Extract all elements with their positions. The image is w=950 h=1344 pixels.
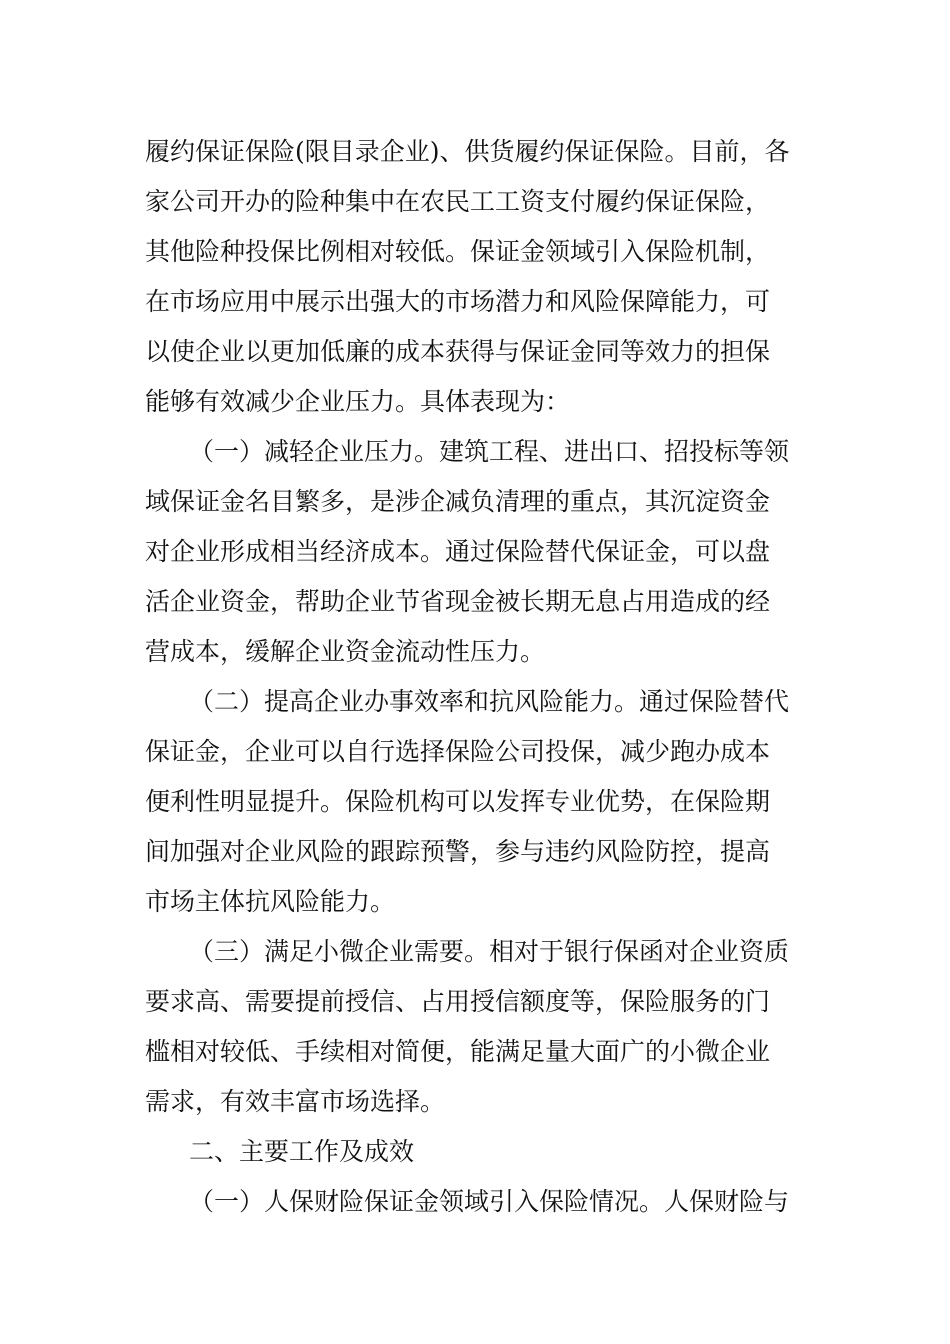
text-line: 履约保证保险(限目录企业)、供货履约保证保险。目前，各 — [145, 137, 790, 166]
section-heading: 二、主要工作及成效 — [189, 1137, 415, 1166]
text-line: 市场主体抗风险能力。 — [145, 887, 396, 916]
text-line: 对企业形成相当经济成本。通过保险替代保证金，可以盘 — [145, 537, 771, 566]
text-line: 便利性明显提升。保险机构可以发挥专业优势，在保险期 — [145, 787, 771, 816]
text-line: 其他险种投保比例相对较低。保证金领域引入保险机制， — [145, 237, 771, 266]
text-line: 保证金，企业可以自行选择保险公司投保，减少跑办成本 — [145, 737, 771, 766]
text-line: 活企业资金，帮助企业节省现金被长期无息占用造成的经 — [145, 587, 771, 616]
text-line: 槛相对较低、手续相对简便，能满足量大面广的小微企业 — [145, 1037, 771, 1066]
text-line: 以使企业以更加低廉的成本获得与保证金同等效力的担保 — [145, 337, 771, 366]
text-line: 间加强对企业风险的跟踪预警，参与违约风险防控，提高 — [145, 837, 771, 866]
text-line: 家公司开办的险种集中在农民工工资支付履约保证保险， — [145, 187, 771, 216]
text-line: 营成本，缓解企业资金流动性压力。 — [145, 637, 546, 666]
paragraph-first-line: （二）提高企业办事效率和抗风险能力。通过保险替代 — [189, 687, 790, 716]
text-line: 在市场应用中展示出强大的市场潜力和风险保障能力，可 — [145, 287, 771, 316]
text-line: 需求，有效丰富市场选择。 — [145, 1087, 446, 1116]
text-line: 能够有效减少企业压力。具体表现为： — [145, 387, 571, 416]
text-line: 要求高、需要提前授信、占用授信额度等，保险服务的门 — [145, 987, 771, 1016]
text-line: 域保证金名目繁多，是涉企减负清理的重点，其沉淀资金 — [145, 487, 771, 516]
paragraph-first-line: （一）减轻企业压力。建筑工程、进出口、招投标等领 — [189, 437, 790, 466]
paragraph-first-line: （一）人保财险保证金领域引入保险情况。人保财险与 — [189, 1187, 790, 1216]
paragraph-first-line: （三）满足小微企业需要。相对于银行保函对企业资质 — [189, 937, 790, 966]
